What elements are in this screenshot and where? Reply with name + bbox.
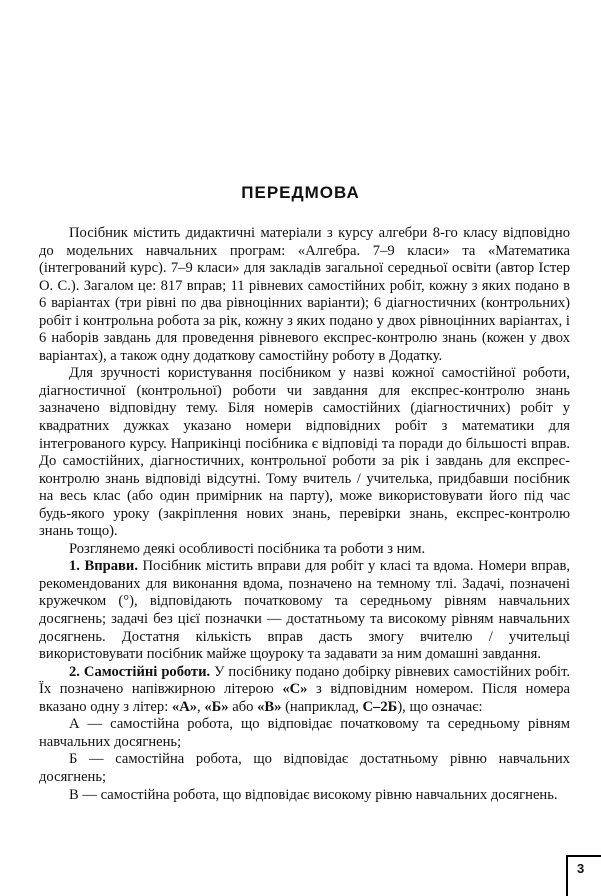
page-number: 3 (577, 861, 585, 876)
paragraph-exercises (39, 558, 570, 663)
level-b-item: Б — самостійна робота, що відповідає достатньому рівню навчальних досягнень; (39, 751, 570, 785)
page-number-box (566, 855, 601, 896)
letter-c: «С» (282, 681, 308, 698)
letter-a: «А» (171, 698, 198, 715)
letter-b: «Б» (204, 698, 229, 715)
separator-1: , (197, 698, 205, 715)
level-v-item: В — самостійна робота, що відповідає високому рівню навчальних досягнень. (69, 786, 558, 803)
page-title: ПЕРЕДМОВА (241, 183, 360, 202)
paragraph-usage: Для зручності користування посібником у назві кожної самостійної роботи, діагностичної (контрольної) роботи чи завдання для експрес-контролю знань зазначено відповідну тему. Біля номерів самостійних (діагностичних) робіт у квадратних дужках указано номери відповідних робіт з математики для інтегрованого курсу. Наприкінці посібника є відповіді та поради до більшості вправ. До самостійних, діагностичних, контрольної роботи за рік і завдань для експрес-контролю знань відповіді відсутні. Тому вчитель / учителька, придбавши посібник на весь клас (або один примірник на парту), може використовувати його під час будь-якого уроку (закріплення нових знань, перевірки знань, експрес-контролю знань тощо). (39, 365, 570, 540)
independent-work-text-d: (наприклад, (281, 698, 363, 715)
exercises-heading: 1. Вправи. (69, 558, 138, 575)
separator-2: або (228, 698, 258, 715)
independent-work-text-b: з відповідним номером. Після номера вказано одну з літер: (39, 681, 570, 715)
paragraph-features: Розглянемо деякі особливості посібника та роботи з ним. (69, 540, 426, 557)
independent-work-text-e: ), що означає: (397, 698, 483, 715)
body-text (39, 225, 570, 804)
independent-work-heading: 2. Самостійні роботи. (69, 663, 211, 680)
example-code: С–2Б (362, 698, 398, 715)
letter-v: «В» (257, 698, 282, 715)
independent-work-text-a: У посібнику подано добірку рівневих самостійних робіт. Їх позначено напівжирною літерою (39, 663, 571, 698)
paragraph-independent-work (39, 664, 570, 717)
level-a-item: А — самостійна робота, що відповідає початковому та середньому рівням навчальних досягнень; (39, 716, 570, 750)
exercises-text: Посібник містить вправи для робіт у класі та вдома. Номери вправ, рекомендованих для виконання вдома, позначено на темному тлі. Задачі, позначені кружечком (°), відповідають початковому та середньому рівням навчальних досягнень; задачі без цієї позначки — достатньому та високому рівням навчальних досягнень. Достатня кількість вправ дасть змогу вчителю / учительці використовувати посібник майже щоуроку та задавати за ним домашні завдання. (39, 558, 570, 663)
paragraph-intro: Посібник містить дидактичні матеріали з курсу алгебри 8-го класу відповідно до модельних навчальних програм: «Алгебра. 7–9 класи» та «Математика (інтегрований курс). 7–9 класи» для закладів загальної середньої освіти (автор Істер О. С.). Загалом це: 817 вправ; 11 рівневих самостійних робіт, кожну з яких подано в 6 варіантах (три рівні по два рівноцінних варіанти); 6 діагностичних (контрольних) робіт і контрольна робота за рік, кожну з яких подано у двох рівноцінних варіантах, і 6 наборів завдань для проведення рівневого експрес-контролю знань (кожен у двох варіантах), а також одну додаткову самостійну роботу в Додатку. (39, 225, 570, 364)
